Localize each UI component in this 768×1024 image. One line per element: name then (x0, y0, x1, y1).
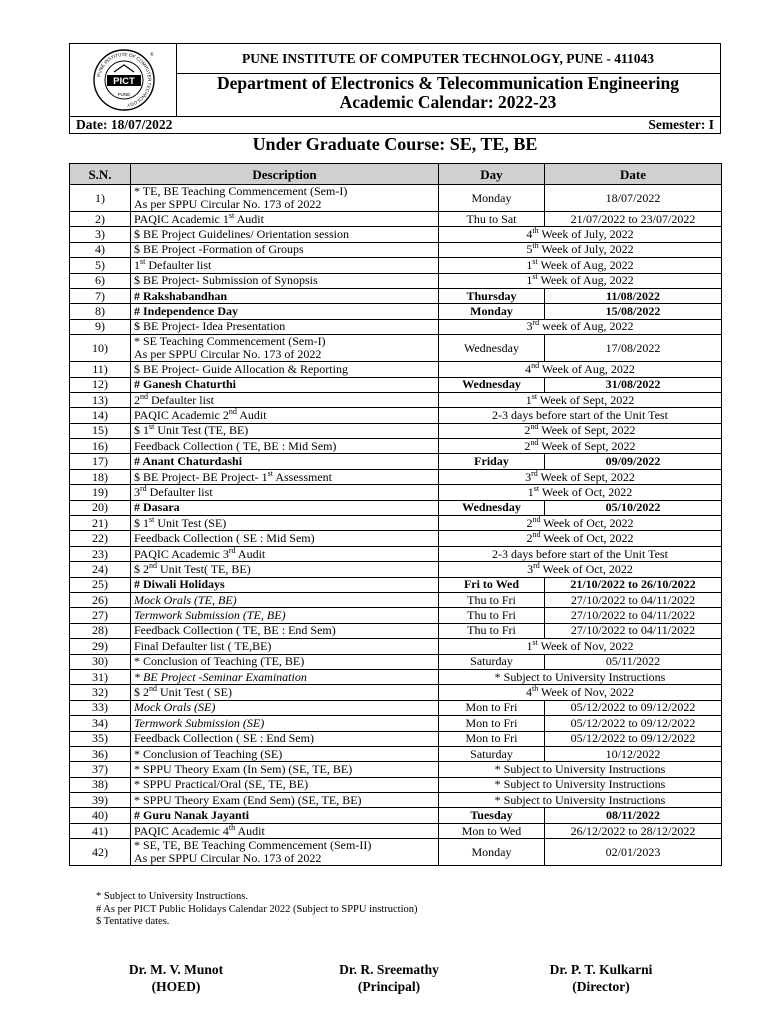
row-description: # Dasara (131, 500, 439, 515)
row-day: Mon to Fri (439, 716, 545, 731)
row-description: Termwork Submission (TE, BE) (131, 608, 439, 623)
row-number: 9) (70, 319, 131, 334)
table-row (70, 319, 722, 334)
table-row (70, 746, 722, 761)
row-description: $ 1st Unit Test (TE, BE) (131, 423, 439, 438)
table-row (70, 258, 722, 273)
row-number: 24) (70, 562, 131, 577)
row-schedule: 1st Week of Aug, 2022 (439, 273, 722, 288)
row-date: 27/10/2022 to 04/11/2022 (545, 592, 722, 607)
row-number: 27) (70, 608, 131, 623)
description-line: * SE Teaching Commencement (Sem-I) (134, 334, 326, 349)
signatory-name: Dr. P. T. Kulkarni (549, 962, 653, 977)
row-date: 08/11/2022 (545, 808, 722, 823)
table-row (70, 823, 722, 838)
table-row (70, 608, 722, 623)
table-row (70, 669, 722, 684)
row-description: Feedback Collection ( SE : End Sem) (131, 731, 439, 746)
row-schedule: 3rd week of Aug, 2022 (439, 319, 722, 334)
row-date: 27/10/2022 to 04/11/2022 (545, 623, 722, 638)
row-schedule: * Subject to University Instructions (439, 762, 722, 777)
row-schedule: 2nd Week of Oct, 2022 (439, 516, 722, 531)
row-date: 11/08/2022 (545, 288, 722, 303)
row-description: * Conclusion of Teaching (SE) (131, 746, 439, 761)
row-number: 28) (70, 623, 131, 638)
svg-text:PUNE: PUNE (117, 92, 131, 97)
row-schedule: 4nd Week of Aug, 2022 (439, 362, 722, 377)
row-description: * SPPU Theory Exam (In Sem) (SE, TE, BE) (131, 762, 439, 777)
row-number: 4) (70, 242, 131, 257)
row-number: 25) (70, 577, 131, 592)
footnotes (96, 891, 418, 929)
logo-cell (70, 44, 177, 116)
row-number: 41) (70, 823, 131, 838)
table-row (70, 839, 722, 866)
row-day: Fri to Wed (439, 577, 545, 592)
row-day: Saturday (439, 746, 545, 761)
table-row (70, 454, 722, 469)
table-row (70, 685, 722, 700)
table-row (70, 716, 722, 731)
table-row (70, 546, 722, 561)
row-date: 05/12/2022 to 09/12/2022 (545, 700, 722, 715)
row-description: # Ganesh Chaturthi (131, 377, 439, 392)
row-schedule: 4th Week of July, 2022 (439, 227, 722, 242)
row-description: PAQIC Academic 3rd Audit (131, 546, 439, 561)
row-description: # Diwali Holidays (131, 577, 439, 592)
table-row (70, 304, 722, 319)
row-description: Termwork Submission (SE) (131, 716, 439, 731)
table-row (70, 731, 722, 746)
course-title: Under Graduate Course: SE, TE, BE (252, 134, 538, 154)
signatory-name: Dr. M. V. Munot (128, 962, 224, 977)
row-day: Wednesday (439, 500, 545, 515)
row-day: Mon to Fri (439, 731, 545, 746)
table-row (70, 592, 722, 607)
description-line: As per SPPU Circular No. 173 of 2022 (134, 347, 322, 362)
row-number: 23) (70, 546, 131, 561)
row-day: Tuesday (439, 808, 545, 823)
signatory-role: (Director) (572, 979, 630, 994)
row-day: Monday (439, 304, 545, 319)
row-schedule: 2-3 days before start of the Unit Test (439, 408, 722, 423)
table-row (70, 577, 722, 592)
row-schedule: 2nd Week of Oct, 2022 (439, 531, 722, 546)
row-description: # Rakshabandhan (131, 288, 439, 303)
row-date: 05/12/2022 to 09/12/2022 (545, 716, 722, 731)
svg-text:PUNE INSTITUTE OF COMPUTER TEC: PUNE INSTITUTE OF COMPUTER TECHNOLOGY (96, 51, 153, 108)
signature-director (511, 961, 691, 995)
row-description: * SPPU Practical/Oral (SE, TE, BE) (131, 777, 439, 792)
signatory-role: (Principal) (357, 979, 421, 994)
row-description: $ 1st Unit Test (SE) (131, 516, 439, 531)
row-description: # Anant Chaturdashi (131, 454, 439, 469)
document-date: Date: 18/07/2022 (76, 117, 173, 132)
row-day: Thursday (439, 288, 545, 303)
row-day: Mon to Wed (439, 823, 545, 838)
row-number: 40) (70, 808, 131, 823)
row-day: Wednesday (439, 377, 545, 392)
row-description: $ BE Project- Guide Allocation & Reporting (131, 362, 439, 377)
row-number: 1) (70, 185, 131, 212)
row-schedule: 1st Week of Nov, 2022 (439, 639, 722, 654)
description-line: As per SPPU Circular No. 173 of 2022 (134, 197, 322, 211)
row-date: 31/08/2022 (545, 377, 722, 392)
row-number: 5) (70, 258, 131, 273)
row-date: 02/01/2023 (545, 839, 722, 866)
row-description: 1st Defaulter list (131, 258, 439, 273)
row-description: $ BE Project- Idea Presentation (131, 319, 439, 334)
row-date: 05/10/2022 (545, 500, 722, 515)
table-row (70, 639, 722, 654)
row-number: 21) (70, 516, 131, 531)
row-description: Feedback Collection ( TE, BE : End Sem) (131, 623, 439, 638)
row-description: $ 2nd Unit Test( TE, BE) (131, 562, 439, 577)
svg-text:®: ® (150, 53, 154, 58)
row-description: * SPPU Theory Exam (End Sem) (SE, TE, BE) (131, 793, 439, 808)
table-row (70, 700, 722, 715)
row-description: # Guru Nanak Jayanti (131, 808, 439, 823)
row-number: 42) (70, 839, 131, 866)
table-row (70, 500, 722, 515)
row-number: 8) (70, 304, 131, 319)
row-schedule: * Subject to University Instructions (439, 793, 722, 808)
row-number: 11) (70, 362, 131, 377)
table-row (70, 439, 722, 454)
row-date: 09/09/2022 (545, 454, 722, 469)
row-day: Monday (439, 839, 545, 866)
row-number: 7) (70, 288, 131, 303)
row-day: Wednesday (439, 335, 545, 362)
footnote: # As per PICT Public Holidays Calendar 2022 (Subject to SPPU instruction) (96, 903, 418, 915)
row-number: 35) (70, 731, 131, 746)
row-date: 15/08/2022 (545, 304, 722, 319)
row-number: 12) (70, 377, 131, 392)
row-schedule: 4th Week of Nov, 2022 (439, 685, 722, 700)
row-description: PAQIC Academic 1st Audit (131, 212, 439, 227)
row-number: 20) (70, 500, 131, 515)
row-description: Mock Orals (TE, BE) (131, 592, 439, 607)
row-schedule: 2nd Week of Sept, 2022 (439, 423, 722, 438)
institute-name: PUNE INSTITUTE OF COMPUTER TECHNOLOGY, PUNE - 411043 (176, 44, 720, 74)
row-date: 05/11/2022 (545, 654, 722, 669)
row-number: 30) (70, 654, 131, 669)
row-day: Thu to Fri (439, 623, 545, 638)
row-day: Friday (439, 454, 545, 469)
row-date: 18/07/2022 (545, 185, 722, 212)
row-description: $ BE Project- BE Project- 1st Assessment (131, 469, 439, 484)
table-row (70, 531, 722, 546)
table-row (70, 777, 722, 792)
row-number: 38) (70, 777, 131, 792)
description-line: * SE, TE, BE Teaching Commencement (Sem-II) (134, 838, 372, 853)
row-description: $ 2nd Unit Test ( SE) (131, 685, 439, 700)
row-description: Final Defaulter list ( TE,BE) (131, 639, 439, 654)
table-header-row (70, 164, 722, 185)
column-header-sn: S.N. (70, 164, 131, 185)
calendar-table (69, 163, 722, 866)
row-description (131, 185, 439, 212)
table-row (70, 362, 722, 377)
row-schedule: 1st Week of Aug, 2022 (439, 258, 722, 273)
row-date: 27/10/2022 to 04/11/2022 (545, 608, 722, 623)
row-number: 34) (70, 716, 131, 731)
row-date: 05/12/2022 to 09/12/2022 (545, 731, 722, 746)
department-name: Department of Electronics & Telecommunication Engineering (217, 73, 679, 93)
row-day: Monday (439, 185, 545, 212)
row-day: Saturday (439, 654, 545, 669)
row-description: # Independence Day (131, 304, 439, 319)
row-number: 22) (70, 531, 131, 546)
table-row (70, 423, 722, 438)
table-row (70, 288, 722, 303)
description-line: * TE, BE Teaching Commencement (Sem-I) (134, 184, 348, 198)
row-description (131, 839, 439, 866)
table-row (70, 392, 722, 407)
table-row (70, 242, 722, 257)
semester-label: Semester: I (648, 117, 714, 132)
row-number: 15) (70, 423, 131, 438)
row-number: 17) (70, 454, 131, 469)
table-row (70, 273, 722, 288)
row-description: 3rd Defaulter list (131, 485, 439, 500)
row-description: $ BE Project Guidelines/ Orientation session (131, 227, 439, 242)
table-row (70, 335, 722, 362)
row-schedule: * Subject to University Instructions (439, 669, 722, 684)
table-row (70, 793, 722, 808)
column-header-description: Description (131, 164, 439, 185)
table-row (70, 377, 722, 392)
row-number: 16) (70, 439, 131, 454)
row-number: 19) (70, 485, 131, 500)
row-date: 21/07/2022 to 23/07/2022 (545, 212, 722, 227)
column-header-day: Day (439, 164, 545, 185)
row-description: * BE Project -Seminar Examination (131, 669, 439, 684)
row-date: 26/12/2022 to 28/12/2022 (545, 823, 722, 838)
row-schedule: 2-3 days before start of the Unit Test (439, 546, 722, 561)
row-number: 2) (70, 212, 131, 227)
table-row (70, 185, 722, 212)
signatory-role: (HOED) (151, 979, 201, 994)
row-number: 32) (70, 685, 131, 700)
row-number: 29) (70, 639, 131, 654)
table-row (70, 562, 722, 577)
row-number: 14) (70, 408, 131, 423)
description-line: As per SPPU Circular No. 173 of 2022 (134, 851, 322, 866)
row-description: $ BE Project- Submission of Synopsis (131, 273, 439, 288)
signatory-name: Dr. R. Sreemathy (339, 962, 439, 977)
table-row (70, 762, 722, 777)
row-number: 26) (70, 592, 131, 607)
row-description: * Conclusion of Teaching (TE, BE) (131, 654, 439, 669)
table-row (70, 408, 722, 423)
row-date: 21/10/2022 to 26/10/2022 (545, 577, 722, 592)
row-number: 33) (70, 700, 131, 715)
table-row (70, 212, 722, 227)
row-schedule: 5th Week of July, 2022 (439, 242, 722, 257)
row-number: 18) (70, 469, 131, 484)
row-number: 3) (70, 227, 131, 242)
footnote: * Subject to University Instructions. (96, 891, 248, 902)
row-date: 17/08/2022 (545, 335, 722, 362)
document-header (69, 43, 721, 117)
row-schedule: 3rd Week of Sept, 2022 (439, 469, 722, 484)
row-number: 39) (70, 793, 131, 808)
row-description: Mock Orals (SE) (131, 700, 439, 715)
row-number: 37) (70, 762, 131, 777)
pict-logo-icon (92, 48, 156, 112)
signature-principal (299, 961, 479, 995)
calendar-rows (70, 185, 722, 866)
row-description: 2nd Defaulter list (131, 392, 439, 407)
table-row (70, 485, 722, 500)
row-number: 10) (70, 335, 131, 362)
meta-row (69, 117, 721, 134)
row-description: PAQIC Academic 4th Audit (131, 823, 439, 838)
row-schedule: 1st Week of Oct, 2022 (439, 485, 722, 500)
footnote: $ Tentative dates. (96, 916, 170, 927)
row-number: 6) (70, 273, 131, 288)
table-row (70, 623, 722, 638)
row-description: $ BE Project -Formation of Groups (131, 242, 439, 257)
row-number: 31) (70, 669, 131, 684)
row-schedule: 1st Week of Sept, 2022 (439, 392, 722, 407)
row-schedule: * Subject to University Instructions (439, 777, 722, 792)
row-schedule: 3rd Week of Oct, 2022 (439, 562, 722, 577)
table-row (70, 516, 722, 531)
row-description: PAQIC Academic 2nd Audit (131, 408, 439, 423)
row-day: Thu to Fri (439, 592, 545, 607)
row-description: Feedback Collection ( TE, BE : Mid Sem) (131, 439, 439, 454)
svg-text:PICT: PICT (113, 76, 135, 87)
table-row (70, 469, 722, 484)
row-description (131, 335, 439, 362)
row-day: Mon to Fri (439, 700, 545, 715)
signature-hoed (86, 961, 266, 995)
column-header-date: Date (545, 164, 722, 185)
row-number: 36) (70, 746, 131, 761)
row-description: Feedback Collection ( SE : Mid Sem) (131, 531, 439, 546)
row-date: 10/12/2022 (545, 746, 722, 761)
calendar-title: Academic Calendar: 2022-23 (339, 92, 557, 112)
row-day: Thu to Fri (439, 608, 545, 623)
table-row (70, 227, 722, 242)
table-row (70, 808, 722, 823)
row-number: 13) (70, 392, 131, 407)
table-row (70, 654, 722, 669)
row-schedule: 2nd Week of Sept, 2022 (439, 439, 722, 454)
department-block (176, 74, 720, 112)
row-day: Thu to Sat (439, 212, 545, 227)
